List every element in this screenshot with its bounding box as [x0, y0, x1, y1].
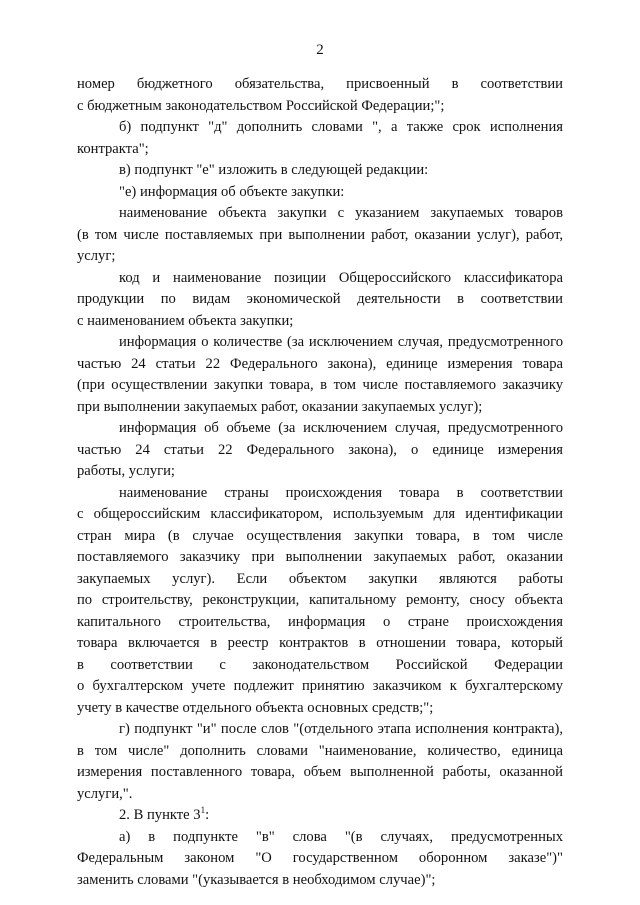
line-text: работы, услуги;: [77, 463, 175, 479]
line-text: в соответствии с законодательством Российской Федерации: [77, 656, 563, 673]
text-line: [77, 719, 563, 741]
text-line: [77, 311, 563, 333]
text-line: [77, 160, 563, 182]
line-text: г) подпункт "и" после слов "(отдельного этапа исполнения контракта),: [119, 721, 563, 737]
text-line: [77, 139, 563, 161]
line-text: с наименованием объекта закупки;: [77, 312, 294, 329]
line-text: (при осуществлении закупки товара, в том числе поставляемого заказчику: [77, 377, 563, 393]
text-line: [77, 504, 563, 526]
line-text: заменить словами "(указывается в необходимом случае)";: [77, 871, 436, 888]
text-line: [77, 375, 563, 397]
line-text: услуги,".: [77, 785, 133, 802]
text-line: [77, 397, 563, 419]
line-text: а) в подпункте "в" слова "(в случаях, предусмотренных: [119, 828, 563, 845]
text-line: [77, 569, 563, 591]
text-line: [77, 805, 563, 827]
line-text: номер бюджетного обязательства, присвоенный в соответствии: [77, 76, 563, 92]
line-text: в том числе" дополнить словами "наименование, количество, единица: [77, 742, 563, 759]
line-text: контракта";: [77, 140, 149, 157]
line-text: с бюджетным законодательством Российской Федерации;";: [77, 97, 445, 114]
line-text: о бухгалтерском учете подлежит принятию заказчиком к бухгалтерскому: [77, 678, 563, 694]
line-text: услуг;: [77, 248, 116, 264]
text-line: [77, 74, 563, 96]
line-text: наименование страны происхождения товара в соответствии: [119, 484, 563, 501]
text-line: [77, 655, 563, 677]
text-line: [77, 182, 563, 204]
text-line: [77, 203, 563, 225]
text-line: [77, 483, 563, 505]
line-text: "е) информация об объекте закупки:: [119, 183, 345, 200]
line-text: с общероссийским классификатором, используемым для идентификации: [77, 506, 563, 522]
page-number: 2: [316, 42, 324, 58]
line-text: при выполнении закупаемых работ, оказании закупаемых услуг);: [77, 398, 483, 415]
text-line: [77, 96, 563, 118]
line-text: закупаемых услуг). Если объектом закупки являются работы: [77, 570, 563, 587]
text-line: [77, 440, 563, 462]
text-line: [77, 698, 563, 720]
text-line: [77, 461, 563, 483]
text-line: [77, 246, 563, 268]
text-line: [77, 633, 563, 655]
line-text: информация об объеме (за исключением случая, предусмотренного: [119, 420, 563, 436]
text-line: [77, 848, 563, 870]
text-line: [77, 784, 563, 806]
line-text: учету в качестве отдельного объекта основных средств;";: [77, 699, 434, 716]
line-text: капитального строительства, информация о стране происхождения: [77, 613, 563, 630]
superscript: 1: [200, 805, 206, 815]
text-line: [77, 762, 563, 784]
document-body: [77, 74, 563, 891]
text-line: [77, 354, 563, 376]
line-text: код и наименование позиции Общероссийского классификатора: [119, 269, 563, 286]
line-text: частью 24 статьи 22 Федерального закона), единице измерения товара: [77, 355, 563, 372]
text-line: [77, 289, 563, 311]
line-text: 2. В пункте 3: [119, 807, 201, 823]
text-line: [77, 418, 563, 440]
line-text: б) подпункт "д" дополнить словами ", а также срок исполнения: [119, 119, 563, 135]
line-text: частью 24 статьи 22 Федерального закона), о единице измерения: [77, 441, 563, 458]
text-line: [77, 117, 563, 139]
line-text: измерения поставленного товара, объем выполненной работы, оказанной: [77, 764, 563, 780]
text-line: [77, 870, 563, 892]
text-line: [77, 676, 563, 698]
line-text: в) подпункт "е" изложить в следующей редакции:: [119, 162, 429, 178]
text-line: [77, 741, 563, 763]
text-line: [77, 547, 563, 569]
line-text: товара включается в реестр контрактов в отношении товара, который: [77, 635, 563, 651]
line-text: по строительству, реконструкции, капитальному ремонту, сносу объекта: [77, 592, 563, 608]
line-text: наименование объекта закупки с указанием закупаемых товаров: [119, 205, 563, 221]
line-text: поставляемого заказчику при выполнении закупаемых работ, оказании: [77, 549, 563, 565]
text-line: [77, 612, 563, 634]
line-text: продукции по видам экономической деятельности в соответствии: [77, 291, 563, 307]
text-line: [77, 225, 563, 247]
line-text: (в том числе поставляемых при выполнении работ, оказании услуг), работ,: [77, 226, 563, 243]
text-line: [77, 827, 563, 849]
line-suffix: :: [205, 807, 210, 823]
text-line: [77, 526, 563, 548]
line-text: стран мира (в случае осуществления закупки товара, в том числе: [77, 527, 563, 544]
line-text: Федеральным законом "О государственном оборонном заказе")": [77, 850, 563, 866]
text-line: [77, 268, 563, 290]
text-line: [77, 590, 563, 612]
text-line: [77, 332, 563, 354]
line-text: информация о количестве (за исключением случая, предусмотренного: [119, 334, 563, 350]
